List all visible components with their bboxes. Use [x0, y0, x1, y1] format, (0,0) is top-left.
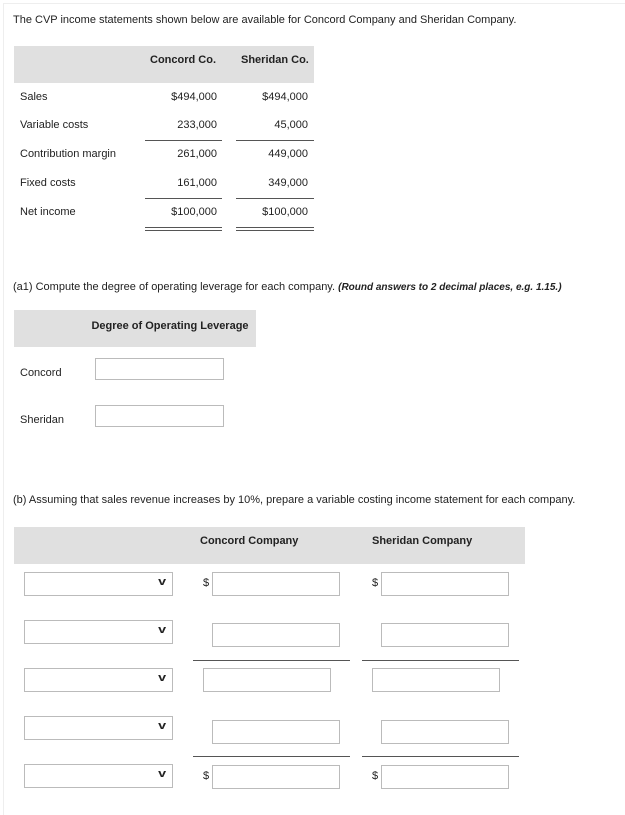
- divider: [362, 660, 519, 661]
- chevron-down-icon: v: [157, 624, 166, 636]
- dol-header-text: Degree of Operating Leverage: [91, 320, 249, 332]
- dol-label-sheridan: Sheridan: [20, 414, 65, 426]
- double-underline: [145, 227, 222, 231]
- concord-input-2[interactable]: [212, 623, 340, 647]
- row-label-contribution-margin: Contribution margin: [20, 148, 116, 160]
- concord-input-4[interactable]: [212, 720, 340, 744]
- dol-label-concord: Concord: [20, 367, 62, 379]
- sheridan-net-income: $100,000: [262, 206, 308, 218]
- chevron-down-icon: v: [157, 576, 166, 588]
- sheridan-input-4[interactable]: [381, 720, 509, 744]
- currency-symbol: $: [203, 577, 210, 589]
- line-item-select-4[interactable]: [24, 716, 173, 740]
- header-sheridan-company: Sheridan Company: [372, 535, 473, 547]
- dol-sheridan-input[interactable]: [95, 405, 224, 427]
- divider: [236, 198, 314, 199]
- chevron-down-icon: v: [157, 768, 166, 780]
- double-underline: [236, 227, 314, 231]
- divider: [145, 198, 222, 199]
- concord-variable-costs: 233,000: [177, 119, 217, 131]
- a1-hint: (Round answers to 2 decimal places, e.g. 1.15.): [338, 282, 562, 293]
- row-label-fixed-costs: Fixed costs: [20, 177, 76, 189]
- row-label-net-income: Net income: [20, 206, 76, 218]
- currency-symbol: $: [372, 577, 379, 589]
- chevron-down-icon: v: [157, 720, 166, 732]
- b-prompt: (b) Assuming that sales revenue increases by 10%, prepare a variable costing income statement for each company.: [13, 494, 576, 506]
- sheridan-input-1[interactable]: [381, 572, 509, 596]
- divider: [145, 140, 222, 141]
- row-label-sales: Sales: [20, 91, 48, 103]
- concord-input-1[interactable]: [212, 572, 340, 596]
- line-item-select-1[interactable]: [24, 572, 173, 596]
- line-item-select-3[interactable]: [24, 668, 173, 692]
- a1-prompt: [13, 281, 562, 293]
- header-concord-company: Concord Company: [200, 535, 299, 547]
- concord-sales: $494,000: [171, 91, 217, 103]
- line-item-select-2[interactable]: [24, 620, 173, 644]
- sheridan-input-5[interactable]: [381, 765, 509, 789]
- currency-symbol: $: [372, 770, 379, 782]
- divider: [193, 660, 350, 661]
- line-item-select-5[interactable]: [24, 764, 173, 788]
- concord-fixed-costs: 161,000: [177, 177, 217, 189]
- concord-net-income: $100,000: [171, 206, 217, 218]
- divider: [193, 756, 350, 757]
- sheridan-input-2[interactable]: [381, 623, 509, 647]
- concord-contribution-margin: 261,000: [177, 148, 217, 160]
- chevron-down-icon: v: [157, 672, 166, 684]
- sheridan-sales: $494,000: [262, 91, 308, 103]
- row-label-variable-costs: Variable costs: [20, 119, 89, 131]
- dol-concord-input[interactable]: [95, 358, 224, 380]
- divider: [236, 140, 314, 141]
- a1-prompt-text: (a1) Compute the degree of operating leverage for each company.: [13, 281, 336, 293]
- intro-text: The CVP income statements shown below are available for Concord Company and Sheridan Company.: [13, 14, 517, 26]
- concord-input-5[interactable]: [212, 765, 340, 789]
- header-sheridan: Sheridan Co.: [241, 54, 309, 66]
- concord-input-3[interactable]: [203, 668, 331, 692]
- header-concord: Concord Co.: [150, 54, 216, 66]
- sheridan-fixed-costs: 349,000: [268, 177, 308, 189]
- sheridan-variable-costs: 45,000: [274, 119, 308, 131]
- sheridan-contribution-margin: 449,000: [268, 148, 308, 160]
- sheridan-input-3[interactable]: [372, 668, 500, 692]
- divider: [362, 756, 519, 757]
- currency-symbol: $: [203, 770, 210, 782]
